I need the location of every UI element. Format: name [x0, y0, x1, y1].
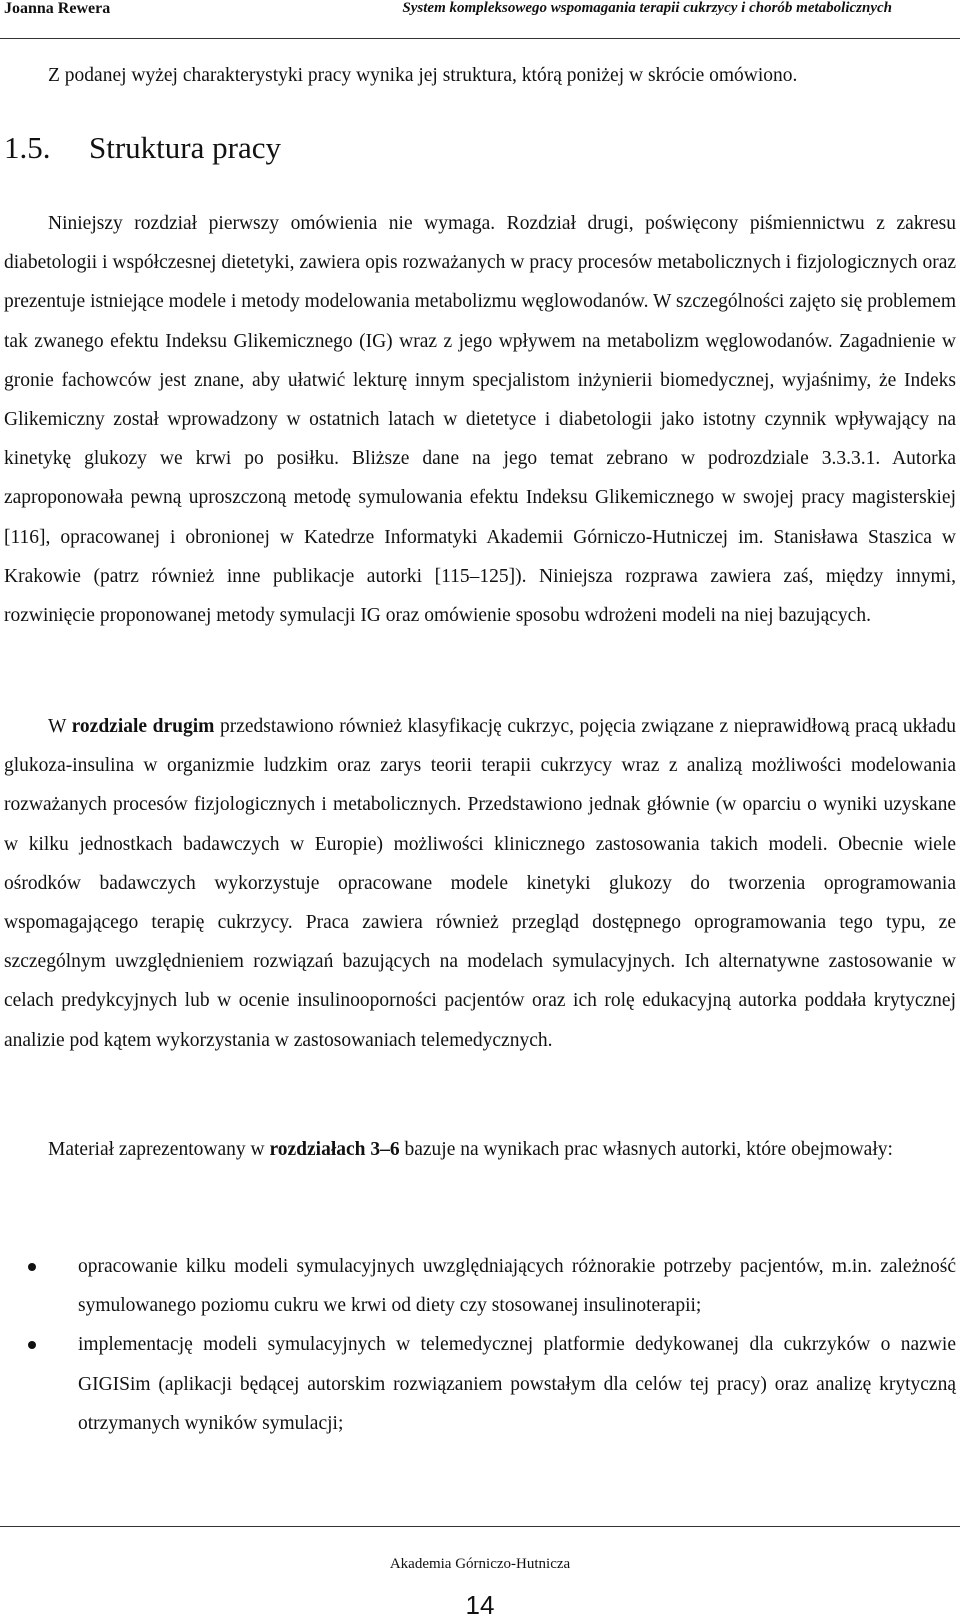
paragraph-3	[4, 1130, 956, 1169]
list-item	[0, 1247, 956, 1325]
paragraph-3-rest: bazuje na wynikach prac własnych autorki, które obejmowały:	[399, 1139, 893, 1160]
section-heading	[4, 130, 281, 166]
paragraph-2	[4, 707, 956, 1060]
page-number: 14	[465, 1590, 495, 1620]
section-number: 1.5.	[4, 130, 51, 165]
bullet-list	[0, 1247, 960, 1443]
bullet-icon	[28, 1341, 36, 1349]
list-item-text: opracowanie kilku modeli symulacyjnych uwzględniających różnorakie potrzeby pacjentów, m.in. zależność symulowanego poziomu cukru we krwi od diety czy stosowanej insulinoterapii;	[78, 1256, 956, 1317]
page-header	[0, 0, 960, 39]
header-title: System kompleksowego wspomagania terapii cukrzycy i chorób metabolicznych	[402, 0, 892, 16]
footer-divider	[0, 1526, 960, 1527]
paragraph-3-lead: Materiał zaprezentowany w	[48, 1139, 270, 1160]
list-item	[0, 1325, 956, 1443]
list-item-text: implementację modeli symulacyjnych w telemedycznej platformie dedykowanej dla cukrzyków o nazwie GIGISim (aplikacji będącej autorskim rozwiązaniem powstałym dla celów tej pracy) oraz analizę krytyczną otrzymanych wyników symulacji;	[78, 1334, 956, 1434]
footer-institution: Akademia Górniczo-Hutnicza	[389, 1556, 571, 1572]
paragraph-1: Niniejszy rozdział pierwszy omówienia nie wymaga. Rozdział drugi, poświęcony piśmiennictwu z zakresu diabetologii i współczesnej dietetyki, zawiera opis rozważanych w pracy procesów metabolicznych i fizjologicznych oraz prezentuje istniejące modele i metody modelowania metabolizmu węglowodanów. W szczególności zajęto się problemem tak zwanego efektu Indeksu Glikemicznego (IG) wraz z jego wpływem na metabolizm węglowodanów. Zagadnienie w gronie fachowców jest znane, aby ułatwić lekturę innym specjalistom inżynierii biomedycznej, wyjaśnimy, że Indeks Glikemiczny został wprowadzony w ostatnich latach w dietetyce i diabetologii jako istotny czynnik wpływający na kinetykę glukozy we krwi po posiłku. Bliższe dane na jego temat zebrano w podrozdziale 3.3.3.1. Autorka zaproponowała pewną uproszczoną metodę symulowania efektu Indeksu Glikemicznego w swojej pracy magisterskiej [116], opracowanej i obronionej w Katedrze Informatyki Akademii Górniczo-Hutniczej im. Stanisława Staszica w Krakowie (patrz również inne publikacje autorki [115–125]). Niniejsza rozprawa zawiera zaś, między innymi, rozwinięcie proponowanej metody symulacji IG oraz omówienie sposobu wdrożeni modeli na niej bazujących.	[4, 213, 956, 627]
paragraph-3-bold: rozdziałach 3–6	[269, 1139, 400, 1160]
paragraph-2-rest: przedstawiono również klasyfikację cukrzyc, pojęcia związane z nieprawidłową pracą układu glukoza-insulina w organizmie ludzkim oraz zarys teorii terapii cukrzycy wraz z analizą możliwości modelowania rozważanych procesów fizjologicznych i metabolicznych. Przedstawiono jednak głównie (w oparciu o wyniki uzyskane w kilku jednostkach badawczych w Europie) możliwości klinicznego zastosowania takich modeli. Obecnie wiele ośrodków badawczych wykorzystuje opracowane modele kinetyki glukozy do tworzenia oprogramowania wspomagającego terapię cukrzycy. Praca zawiera również przegląd dostępnego oprogramowania tego typu, ze szczególnym uwzględnieniem rozwiązań bazujących na modelach symulacyjnych. Ich alternatywne zastosowanie w celach predykcyjnych lub w ocenie insulinooporności pacjentów oraz ich rolę edukacyjną autorka poddała krytycznej analizie pod kątem wykorzystania w zastosowaniach telemedycznych.	[4, 716, 956, 1051]
paragraph-2-lead: W	[48, 716, 72, 737]
bullet-icon	[28, 1263, 36, 1271]
intro-paragraph: Z podanej wyżej charakterystyki pracy wynika jej struktura, którą poniżej w skrócie omówiono.	[48, 65, 798, 86]
section-title: Struktura pracy	[89, 130, 281, 165]
paragraph-2-bold: rozdziale drugim	[71, 716, 215, 737]
header-author: Joanna Rewera	[4, 0, 111, 17]
